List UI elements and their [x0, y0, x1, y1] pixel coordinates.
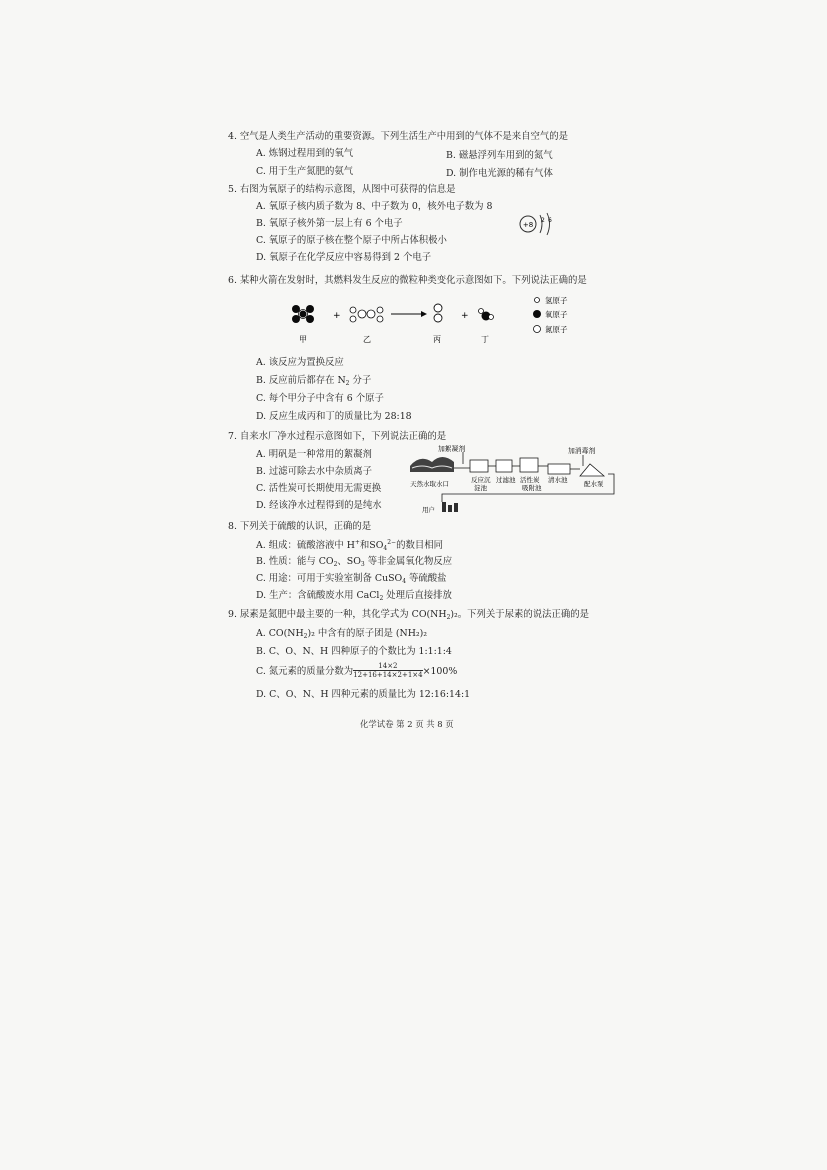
reaction-tank-label-2: 淀池	[474, 484, 487, 492]
q8-option-c: C. 用途：可用于实验室制备 CuSO$_4$ 等硫酸盐	[256, 573, 447, 585]
molecule-ding	[479, 309, 494, 321]
shell1-count: 2	[541, 217, 545, 224]
molecule-yi	[350, 307, 383, 322]
disinfectant-label: 加消毒剂	[568, 447, 596, 455]
q5-option-d: D. 氧原子在化学反应中容易得到 2 个电子	[256, 252, 432, 263]
q4-stem: 4. 空气是人类生产活动的重要资源。下列生活生产中用到的气体不是来自空气的是	[228, 131, 569, 142]
q4-option-b: B. 磁悬浮列车用到的氮气	[446, 150, 553, 161]
clear-pool-label: 清水池	[548, 476, 568, 484]
q7-stem: 7. 自来水厂净水过程示意图如下，下列说法正确的是	[228, 431, 447, 442]
q9-option-d: D. C、O、N、H 四种元素的质量比为 12:16:14:1	[256, 689, 471, 700]
plus-sign-1: +	[333, 311, 341, 321]
q7-option-a: A. 明矾是一种常用的絮凝剂	[256, 449, 372, 460]
q6-option-d: D. 反应生成丙和丁的质量比为 28:18	[256, 411, 412, 422]
molecule-jia	[292, 305, 314, 323]
q7-option-b: B. 过滤可除去水中杂质离子	[256, 466, 372, 477]
q8-option-b: B. 性质：能与 $CO_2$、$SO_3$ 等非金属氧化物反应	[256, 556, 453, 568]
q6-option-b: B. 反应前后都存在 $N_2$ 分子	[256, 375, 372, 387]
reaction-arrow	[421, 311, 427, 317]
intake-label: 天然水取水口	[410, 480, 449, 488]
legend-hydrogen: 氢原子	[545, 296, 568, 305]
q8-stem: 8. 下列关于硫酸的认识，正确的是	[228, 521, 372, 532]
q5-stem: 5. 右图为氧原子的结构示意图，从图中可获得的信息是	[228, 184, 456, 195]
carbon-label-2: 吸附池	[522, 484, 542, 492]
plus-sign-2: +	[461, 311, 469, 321]
reaction-tank-label: 反应沉	[471, 476, 491, 484]
label-yi: 乙	[363, 335, 371, 344]
legend-hydrogen-icon	[535, 298, 540, 303]
q9-option-a: A. $CO(NH_2)_2$ 中含有的原子团是 (NH₂)₂	[256, 628, 428, 640]
q9-option-c: C. 氮元素的质量分数为 $\frac{14\times 2}{12+16+14\times 2+1\times 4}$ ×100%	[256, 662, 458, 680]
page-footer: 化学试卷 第 2 页 共 8 页	[360, 719, 454, 729]
q4-option-c: C. 用于生产氮肥的氨气	[256, 166, 354, 177]
q4-option-d: D. 制作电光源的稀有气体	[446, 168, 553, 179]
q5-option-b: B. 氧原子核外第一层上有 6 个电子	[256, 218, 403, 229]
water-treatment-diagram	[408, 442, 618, 518]
q6-option-a: A. 该反应为置换反应	[256, 357, 344, 368]
q7-option-c: C. 活性炭可长期使用无需更换	[256, 483, 382, 494]
q7-option-d: D. 经该净水过程得到的是纯水	[256, 500, 382, 511]
pump-label: 配水泵	[584, 480, 604, 488]
filter-label: 过滤池	[496, 476, 516, 484]
q5-option-c: C. 氧原子的原子核在整个原子中所占体积极小	[256, 235, 447, 246]
q6-stem: 6. 某种火箭在发射时，其燃料发生反应的微粒种类变化示意图如下。下列说法正确的是	[228, 275, 587, 286]
q4-option-a: A. 炼钢过程用到的氧气	[256, 148, 354, 159]
carbon-label: 活性炭	[520, 476, 540, 484]
q9-option-b: B. C、O、N、H 四种原子的个数比为 1:1:1:4	[256, 646, 452, 657]
nucleus-label: +8	[522, 221, 534, 229]
q8-option-a: A. 组成：硫酸溶液中 H+和$SO_4^{2-}$的数目相同	[256, 539, 443, 553]
q6-option-c: C. 每个甲分子中含有 6 个原子	[256, 393, 384, 404]
legend-oxygen: 氧原子	[545, 310, 568, 319]
natural-water-icon	[410, 457, 454, 472]
q5-option-a: A. 氧原子核内质子数为 8、中子数为 0，核外电子数为 8	[256, 201, 493, 212]
label-jia: 甲	[299, 335, 307, 344]
q8-option-d: D. 生产：含硫酸废水用 CaCl$_2$ 处理后直接排放	[256, 590, 452, 602]
legend-oxygen-icon	[533, 310, 541, 318]
label-ding: 丁	[481, 335, 489, 344]
user-label: 用户	[422, 506, 435, 514]
legend-nitrogen-icon	[534, 326, 541, 333]
legend-nitrogen: 氮原子	[545, 325, 568, 334]
reaction-diagram	[283, 292, 603, 344]
q9-stem: 9. 尿素是氮肥中最主要的一种，其化学式为 $CO(NH_2)_2$。下列关于尿素的说法正确的是	[228, 609, 590, 621]
mass-fraction: $\frac{14\times 2}{12+16+14\times 2+1\times 4}$	[353, 662, 423, 680]
coagulant-label: 加絮凝剂	[438, 445, 466, 453]
molecule-bing	[434, 304, 442, 322]
shell2-count: 6	[548, 217, 552, 224]
label-bing: 丙	[433, 335, 441, 344]
oxygen-atom-diagram	[518, 210, 558, 238]
